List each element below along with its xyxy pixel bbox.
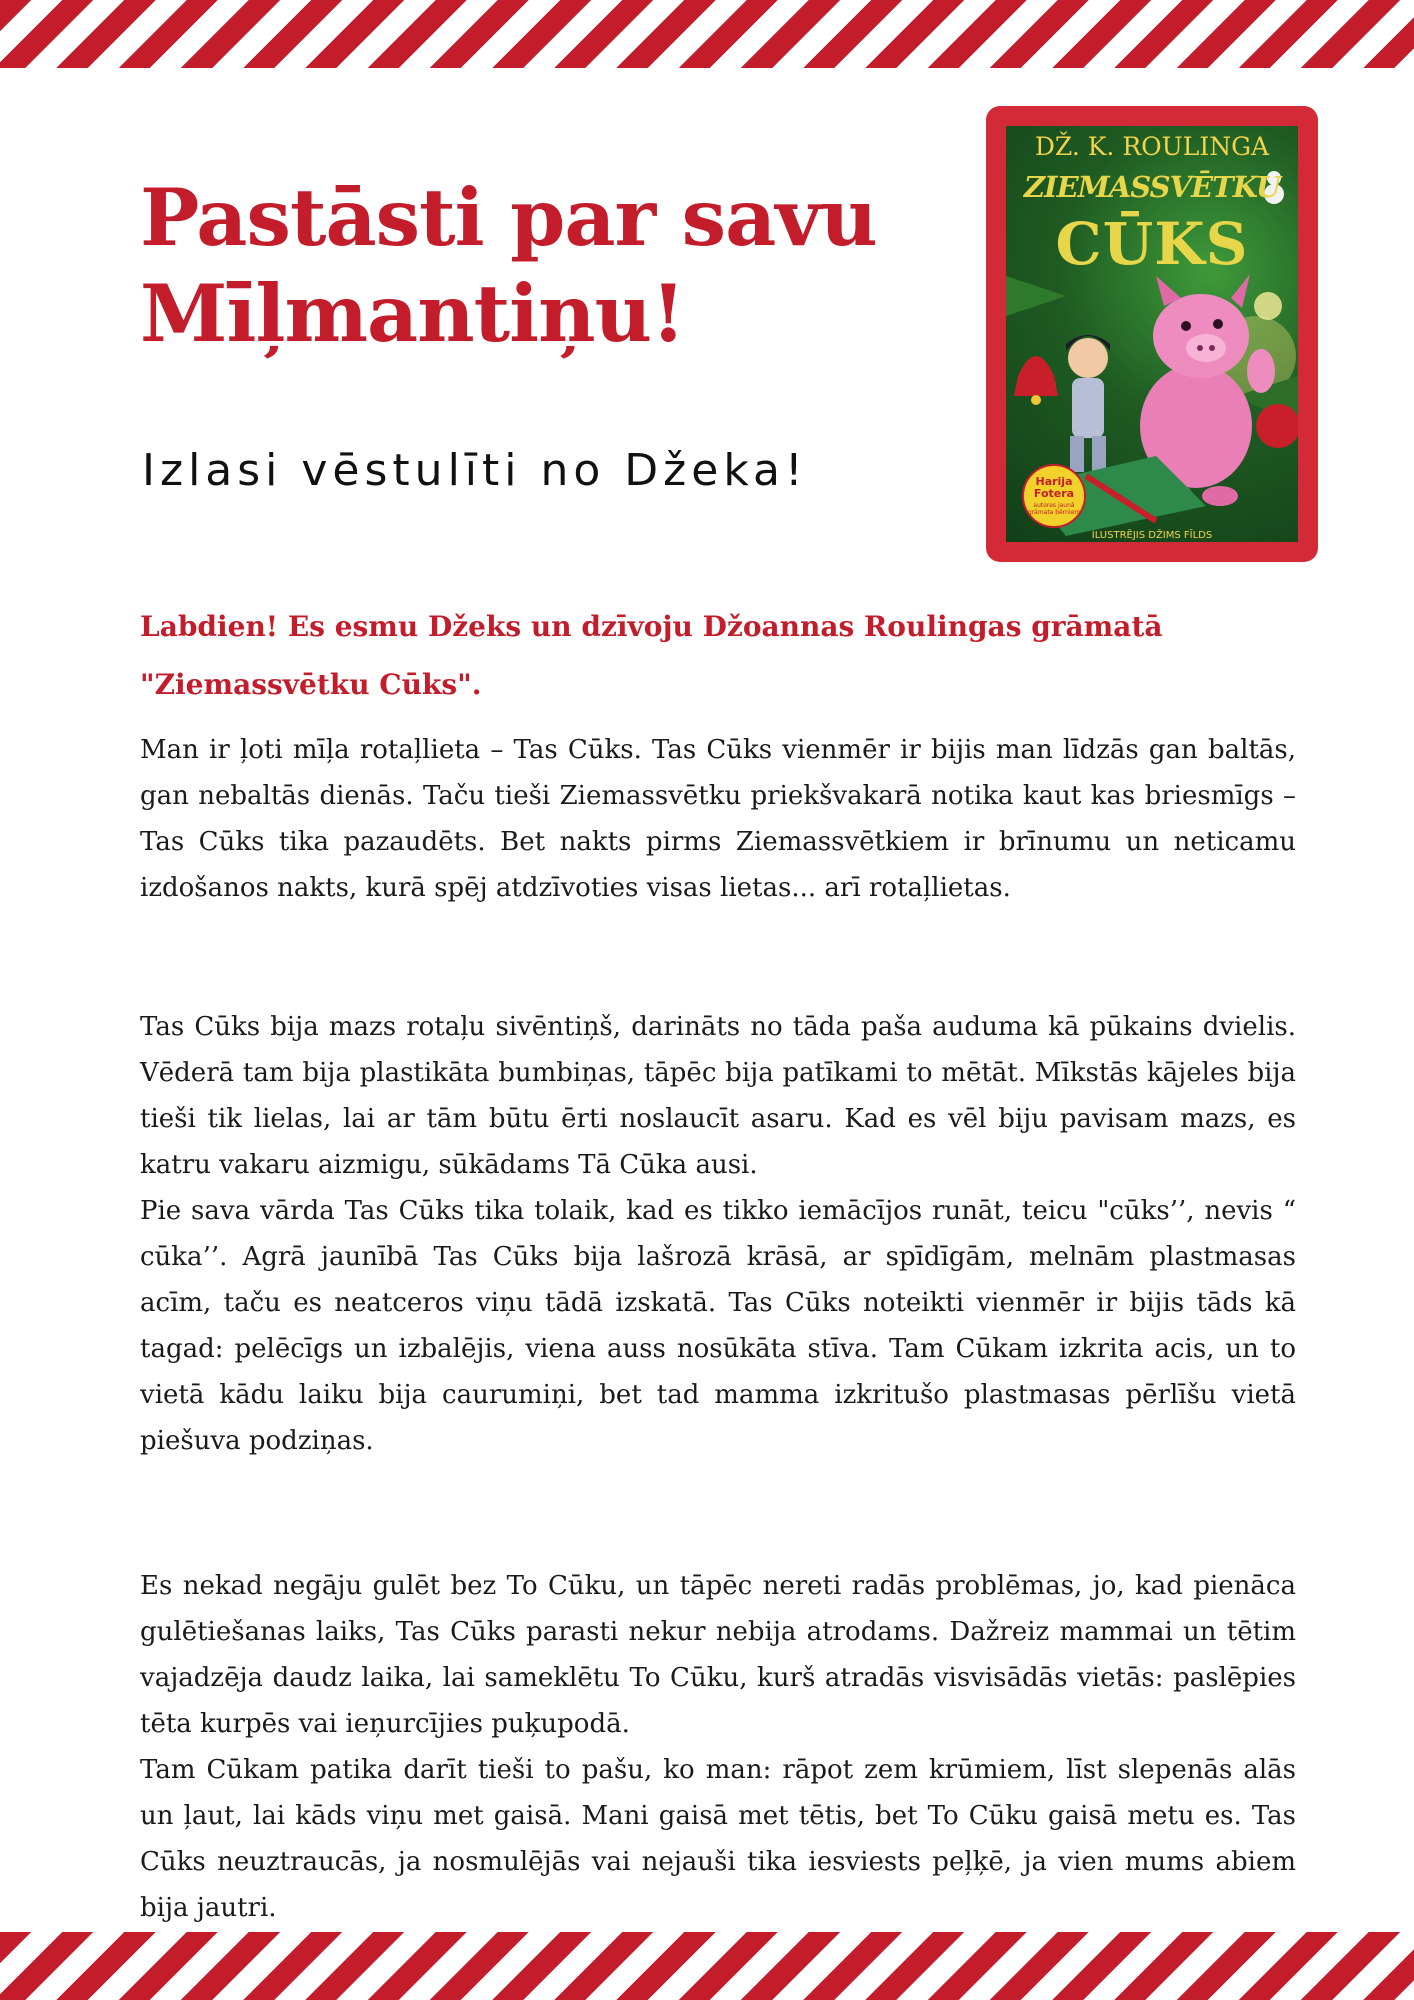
book-cover-title-line1: ZIEMASSVĒTKU — [1023, 170, 1281, 204]
letter-paragraph: Pie sava vārda Tas Cūks tika tolaik, kad es tikko iemācījos runāt, teicu "cūks’’, nevis “ cūka’’. Agrā jaunībā Tas Cūks bija lašrozā krāsā, ar spīdīgām, melnām plastmasas acīm, taču es neatceros viņu tādā izskatā. Tas Cūks noteikti vienmēr ir bijis tāds kā tagad: pelēcīgs un izbalējis, viena auss nosūkāta stīva. Tam Cūkam izkrita acis, un to vietā kādu laiku bija caurumiņi, bet tad mamma izkritušo plastmasas pērlīšu vietā piešuva podziņas. — [140, 1196, 1296, 1456]
letter-block-3 — [140, 1563, 1296, 1931]
book-cover-title-line2: CŪKS — [1055, 210, 1249, 278]
book-cover-badge-title: Harija Fotera — [1033, 475, 1075, 500]
top-candy-stripe-border — [0, 0, 1414, 68]
letter-paragraph: Tas Cūks bija mazs rotaļu sivēntiņš, darināts no tāda paša auduma kā pūkains dvielis. Vēderā tam bija plastikāta bumbiņas, tāpēc bija patīkami to mētāt. Mīkstās kājeles bija tieši tik lielas, lai ar tām būtu ērti noslaucīt asaru. Kad es vēl biju pavisam mazs, es katru vakaru aizmigu, sūkādams Tā Cūka ausi. — [140, 1012, 1296, 1180]
intro-heading: Labdien! Es esmu Džeks un dzīvoju Džoannas Roulingas grāmatā "Ziemassvētku Cūks". — [140, 610, 1163, 701]
bottom-candy-stripe-border — [0, 1932, 1414, 2000]
letter-paragraph: Tam Cūkam patika darīt tieši to pašu, ko man: rāpot zem krūmiem, līst slepenās alās un ļaut, lai kāds viņu met gaisā. Mani gaisā met tētis, bet To Cūku gaisā metu es. Tas Cūks neuztraucās, ja nosmulējās vai nejauši tika iesviests peļķē, ja vien mums abiem bija jautri. — [140, 1755, 1296, 1923]
book-cover-badge-subtitle: autores jaunā grāmata bērniem — [1027, 502, 1081, 516]
letter-block-2 — [140, 1004, 1296, 1464]
book-cover-artwork — [1006, 126, 1298, 542]
page-title: Pastāsti par savu Mīļmantiņu! — [140, 171, 877, 360]
letter-paragraph: Man ir ļoti mīļa rotaļlieta – Tas Cūks. Tas Cūks vienmēr ir bijis man līdzās gan baltās, gan nebaltās dienās. Taču tieši Ziemassvētku priekšvakarā notika kaut kas briesmīgs – Tas Cūks tika pazaudēts. Bet nakts pirms Ziemassvētkiem ir brīnumu un neticamu izdošanos nakts, kurā spēj atdzīvoties visas lietas... arī rotaļlietas. — [140, 735, 1296, 903]
book-cover-illustrator: ILUSTRĒJIS DŽIMS FĪLDS — [1091, 530, 1213, 541]
book-cover — [986, 106, 1318, 562]
book-cover-badge — [1022, 464, 1086, 528]
book-cover-author: DŽ. K. ROULINGA — [1034, 132, 1270, 161]
page-subtitle: Izlasi vēstulīti no Džeka! — [142, 445, 808, 496]
letter-block-1 — [140, 727, 1296, 911]
letter-paragraph: Es nekad negāju gulēt bez To Cūku, un tāpēc nereti radās problēmas, jo, kad pienāca gulētiešanas laiks, Tas Cūks parasti nekur nebija atrodams. Dažreiz mammai un tētim vajadzēja daudz laika, lai sameklētu To Cūku, kurš atradās visvisādās vietās: paslēpies tēta kurpēs vai ieņurcījies puķupodā. — [140, 1571, 1296, 1739]
